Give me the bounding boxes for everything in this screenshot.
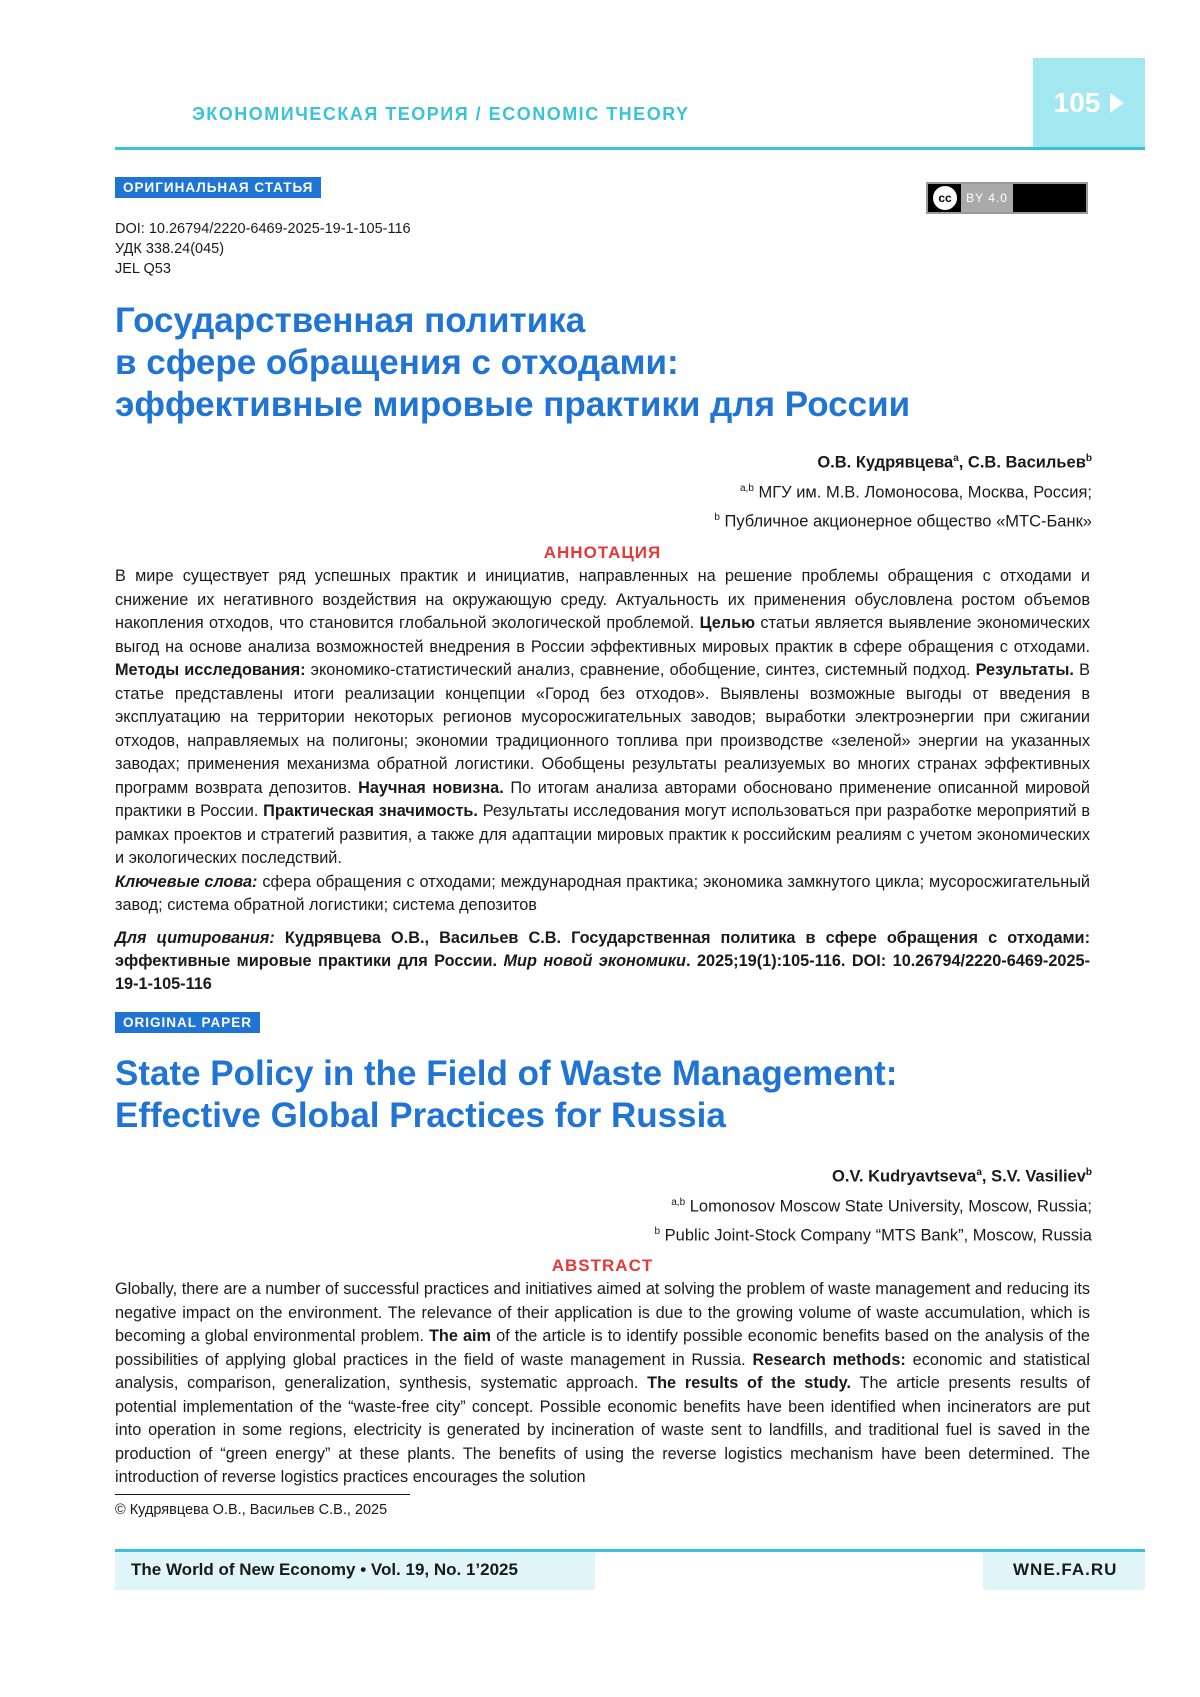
footer-journal: The World of New Economy • Vol. 19, No. 1’2025 [131, 1560, 518, 1579]
authors-en [655, 1160, 1092, 1249]
cc-icon: cc [931, 184, 959, 212]
title-line: Effective Global Practices for Russia [115, 1096, 726, 1135]
abstract-text-ru: В мире существует ряд успешных практик и инициатив, направленных на решение проблемы обращения с отходами и снижение их негативного воздействия на окружающую среду. Актуальность их применения обусловлена ростом объемов накопления отходов, что становится глобальной экологической проблемой. Целью статьи является выявление экономических выгод на основе анализа возможностей внедрения в России эффективных мировых практик в сфере обращения с отходами. Методы исследования: экономико-статистический анализ, сравнение, обобщение, синтез, системный подход. Результаты. В статье представлены итоги реализации концепции «Город без отходов». Выявлены возможные выгоды от введения в эксплуатацию на территории некоторых регионов мусоросжигательных заводов; выработки электроэнергии при сжигании отходов, направляемых на полигоны; экономии традиционного топлива при производстве «зеленой» энергии на указанных заводах; применения механизма обратной логистики. Обобщены результаты реализуемых во многих странах эффективных программ возврата депозитов. Научная новизна. По итогам анализа авторами обосновано применение описанной мировой практики в России. Практическая значимость. Результаты исследования могут использоваться при разработке мероприятий в рамках проектов и стратегий развития, а также для адаптации мировых практик к российским реалиям с учетом экономических и экологических последствий. Ключевые слова: сфера обращения с отходами; международная практика; экономика замкнутого цикла; мусоросжигательный завод; система обратной логистики; система депозитов [115, 567, 1090, 914]
title-line: в сфере обращения с отходами: [115, 343, 679, 382]
footer-site-link[interactable]: WNE.FA.RU [1013, 1560, 1118, 1579]
cc-license-badge[interactable] [926, 182, 1088, 214]
authors-ru [714, 446, 1092, 535]
article-title-en [115, 1053, 1075, 1137]
affiliation: $^{a,b}$ Lomonosov Moscow State University, Moscow, Russia; [671, 1196, 1092, 1215]
title-line: эффективные мировые практики для России [115, 385, 911, 424]
affiliation: $^b$ Public Joint-Stock Company “MTS Bank”, Moscow, Russia [654, 1226, 1092, 1245]
author-names: O.V. Kudryavtseva$^a$, S.V. Vasiliev$^b$ [832, 1167, 1092, 1186]
citation-ru: Для цитирования: Кудрявцева О.В., Васильев С.В. Государственная политика в сфере обращения с отходами: эффективные мировые практики для России. Мир новой экономики. 2025;19(1):105-116. DOI: 10.26794/2220-6469-2025-19-1-105-116 [115, 929, 1090, 993]
copyright-footnote: © Кудрявцева О.В., Васильев С.В., 2025 [115, 1502, 388, 1518]
doi: DOI: 10.26794/2220-6469-2025-19-1-105-116 [115, 221, 411, 237]
affiliation: $^b$ Публичное акционерное общество «МТС-Банк» [714, 512, 1092, 531]
abstract-text-en: Globally, there are a number of successful practices and initiatives aimed at solving the problem of waste management and reducing its negative impact on the environment. The relevance of their application is due to the growing volume of waste accumulation, which is becoming a global environmental problem. The aim of the article is to identify possible economic benefits based on the analysis of the possibilities of applying global practices in the field of waste management in Russia. Research methods: economic and statistical analysis, comparison, generalization, synthesis, systematic approach. The results of the study. The article presents results of potential implementation of the “waste-free city” concept. Possible economic benefits have been identified when incinerators are put into operation in some regions, electricity is generated by incineration of waste sent to landfills, and traditional fuel is saved in the production of “green energy” at these plants. The benefits of using the reverse logistics mechanism have been determined. The introduction of reverse logistics practices encourages the solution [115, 1280, 1090, 1486]
cc-by-label [961, 184, 1013, 212]
play-arrow-icon [1110, 93, 1124, 113]
article-title-ru [115, 300, 1075, 426]
footnote-divider [115, 1494, 410, 1495]
section-label: ЭКОНОМИЧЕСКАЯ ТЕОРИЯ / ECONOMIC THEORY [192, 104, 690, 124]
page-number-box [1033, 58, 1145, 148]
article-type-tag-en: ORIGINAL PAPER [115, 1012, 260, 1033]
affiliation: $^{a,b}$ МГУ им. М.В. Ломоносова, Москва, Россия; [739, 482, 1092, 501]
article-type-tag-ru: ОРИГИНАЛЬНАЯ СТАТЬЯ [115, 177, 321, 198]
title-line: Государственная политика [115, 301, 586, 340]
title-line: State Policy in the Field of Waste Management: [115, 1054, 898, 1093]
page-number: 105 [1053, 87, 1101, 118]
cc-by-text: BY 4.0 [966, 191, 1008, 205]
header-divider [115, 147, 1145, 150]
abstract-heading-en: ABSTRACT [551, 1256, 654, 1275]
jel: JEL Q53 [115, 261, 171, 277]
author-names: О.В. Кудрявцева$^a$, С.В. Васильев$^b$ [817, 453, 1092, 472]
abstract-heading-ru: АННОТАЦИЯ [543, 543, 662, 562]
udk: УДК 338.24(045) [115, 241, 225, 257]
